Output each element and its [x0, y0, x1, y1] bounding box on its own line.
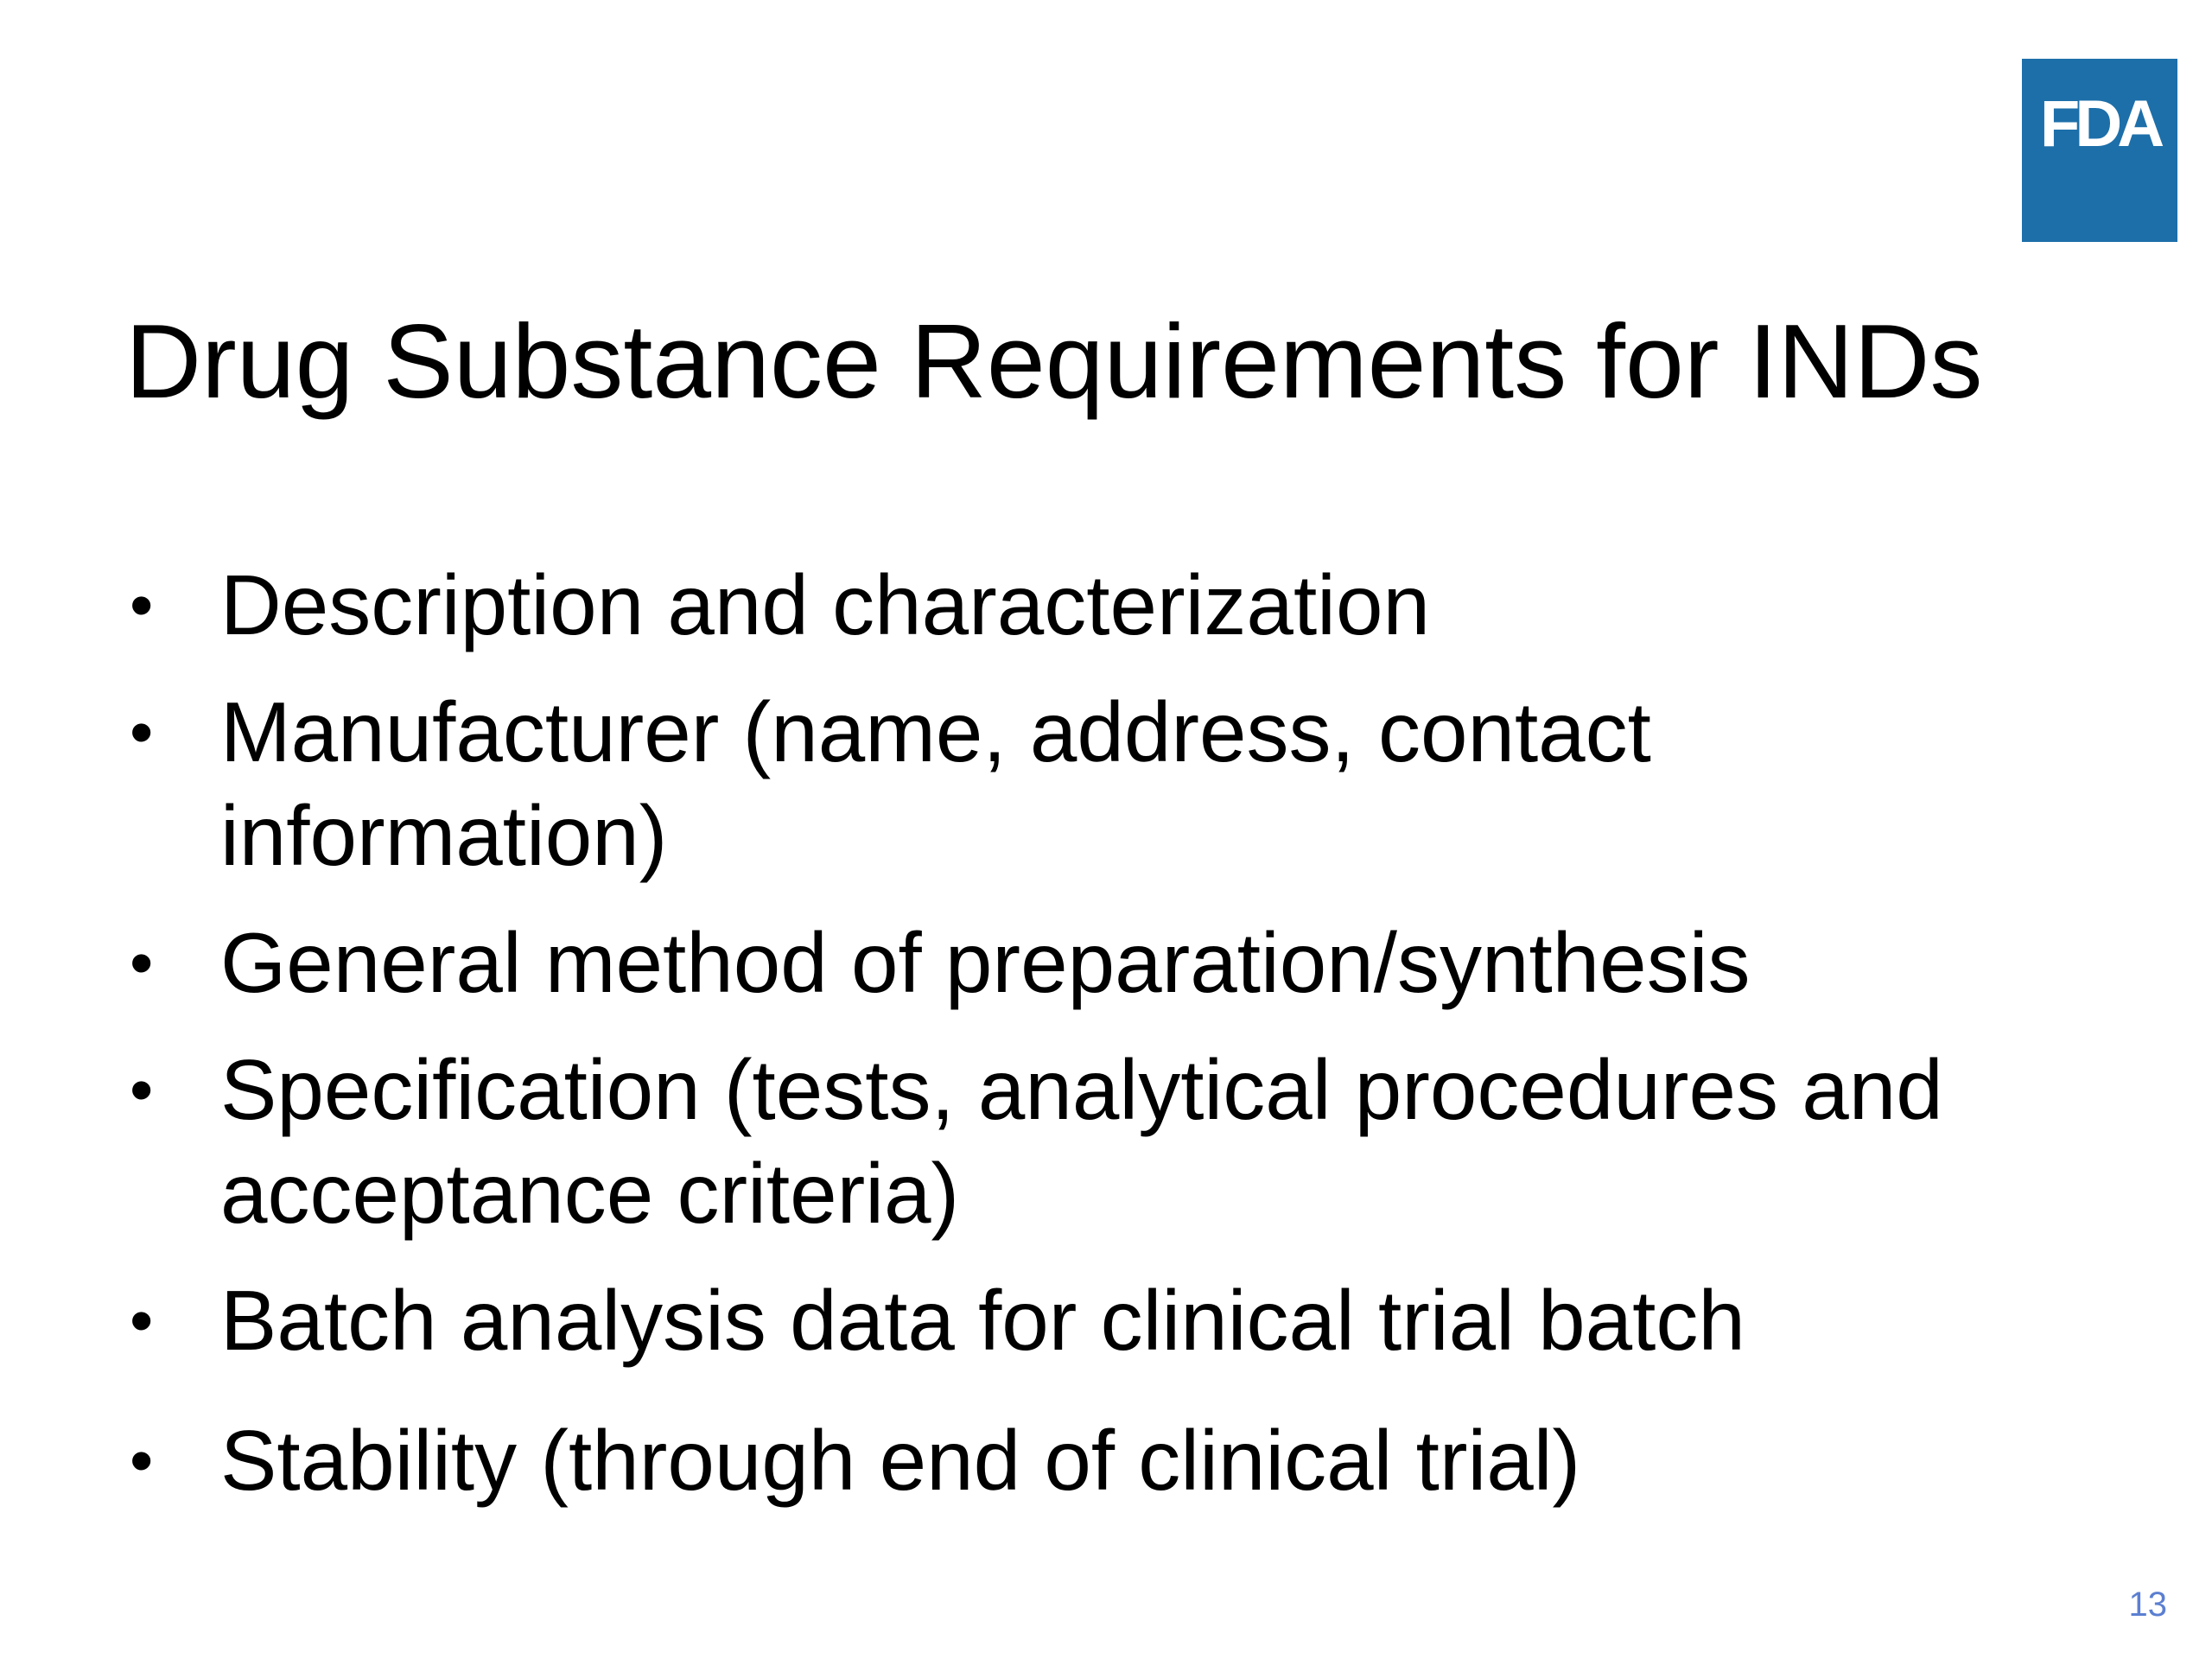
- page-number: 13: [2128, 1586, 2167, 1624]
- bullet-icon: •: [130, 694, 154, 770]
- bullet-icon: •: [130, 1052, 154, 1128]
- fda-logo: [2022, 59, 2177, 242]
- bullet-text: General method of preparation/synthesis: [220, 915, 1751, 1010]
- slide-title: Drug Substance Requirements for INDs: [125, 302, 1983, 420]
- bullet-item-batch-analysis: [130, 1268, 2117, 1372]
- bullet-item-description: [130, 553, 2117, 657]
- bullet-icon: •: [130, 925, 154, 1001]
- bullet-icon: •: [130, 1282, 154, 1358]
- bullet-item-manufacturer: [130, 680, 2117, 887]
- bullet-icon: •: [130, 567, 154, 643]
- bullet-icon: •: [130, 1422, 154, 1498]
- bullet-text: Manufacturer (name, address, contact information): [220, 684, 1651, 883]
- bullet-list: [130, 553, 2117, 1512]
- bullet-item-specification: [130, 1038, 2117, 1245]
- bullet-item-stability: [130, 1408, 2117, 1512]
- bullet-text: Stability (through end of clinical trial): [220, 1413, 1581, 1508]
- bullet-text: Batch analysis data for clinical trial batch: [220, 1273, 1745, 1368]
- bullet-text: Description and characterization: [220, 557, 1430, 652]
- fda-logo-text: FDA: [2039, 87, 2160, 161]
- bullet-item-preparation: [130, 911, 2117, 1014]
- bullet-text: Specification (tests, analytical procedures and acceptance criteria): [220, 1042, 1943, 1241]
